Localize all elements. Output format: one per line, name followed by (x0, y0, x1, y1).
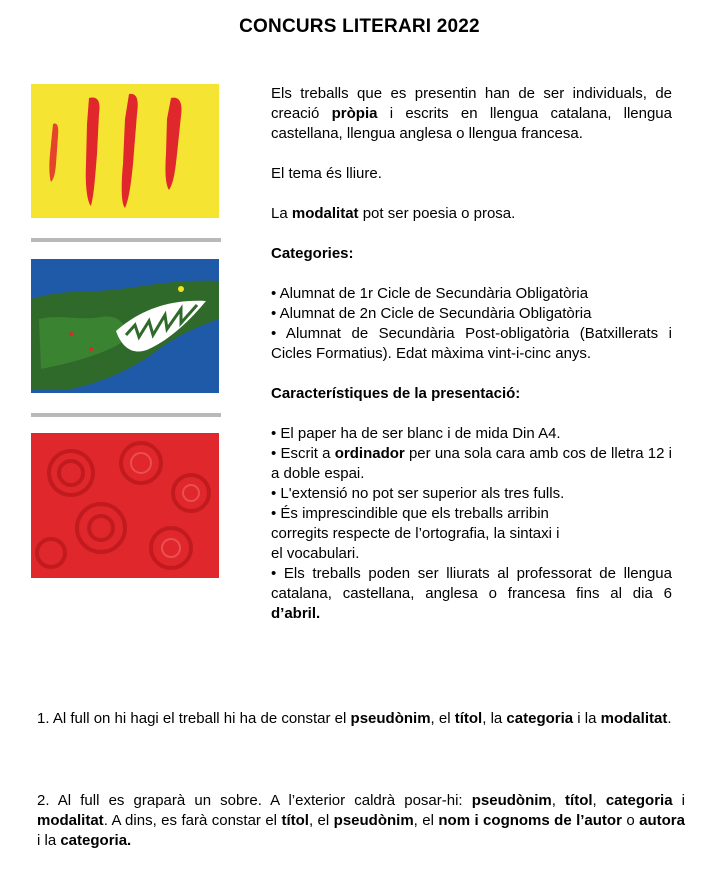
categories-heading: Categories: (271, 245, 354, 262)
artwork-blue-crocodile (31, 259, 219, 393)
rule-2: 2. Al full es graparà un sobre. A l’exterior caldrà posar-hi: pseudònim, títol, categoria i modalitat. A dins, es farà constar el títol, el pseudònim, el nom i cognoms de l’autor o autora i la categoria. (37, 792, 686, 849)
presentation-heading: Característiques de la presentació: (271, 385, 521, 402)
presentation-item: • El paper ha de ser blanc i de mida Din A4. (271, 425, 561, 442)
category-item: • Alumnat de Secundària Post-obligatòria (Batxillerats i Cicles Formatius). Edat màxima vint-i-cinc anys. (271, 325, 672, 362)
divider (31, 413, 221, 417)
rule-1: 1. Al full on hi hagi el treball hi ha de constar el pseudònim, el títol, la categoria i la modalitat. (37, 710, 672, 727)
modality-text: La modalitat pot ser poesia o prosa. (271, 205, 516, 222)
presentation-item: • Escrit a ordinador per una sola cara amb cos de lletra 12 i a doble espai. (271, 445, 672, 482)
theme-text: El tema és lliure. (271, 165, 382, 182)
artwork-yellow-stripes (31, 84, 219, 218)
page-title: CONCURS LITERARI 2022 (239, 16, 480, 37)
presentation-item: • Els treballs poden ser lliurats al professorat de llengua catalana, castellana, anglesa o francesa fins al dia 6 d’abril. (271, 565, 672, 622)
presentation-item: • És imprescindible que els treballs arribin corregits respecte de l’ortografia, la sintaxi i el vocabulari. (271, 505, 560, 562)
intro-paragraph: Els treballs que es presentin han de ser individuals, de creació pròpia i escrits en llengua catalana, llengua castellana, llengua anglesa o llengua francesa. (271, 85, 672, 142)
main-text-column (271, 84, 672, 624)
artwork-red-swirls (31, 433, 219, 578)
presentation-item: • L'extensió no pot ser superior als tres fulls. (271, 485, 565, 502)
category-item: • Alumnat de 2n Cicle de Secundària Obligatòria (271, 305, 592, 322)
divider (31, 238, 221, 242)
category-item: • Alumnat de 1r Cicle de Secundària Obligatòria (271, 285, 589, 302)
